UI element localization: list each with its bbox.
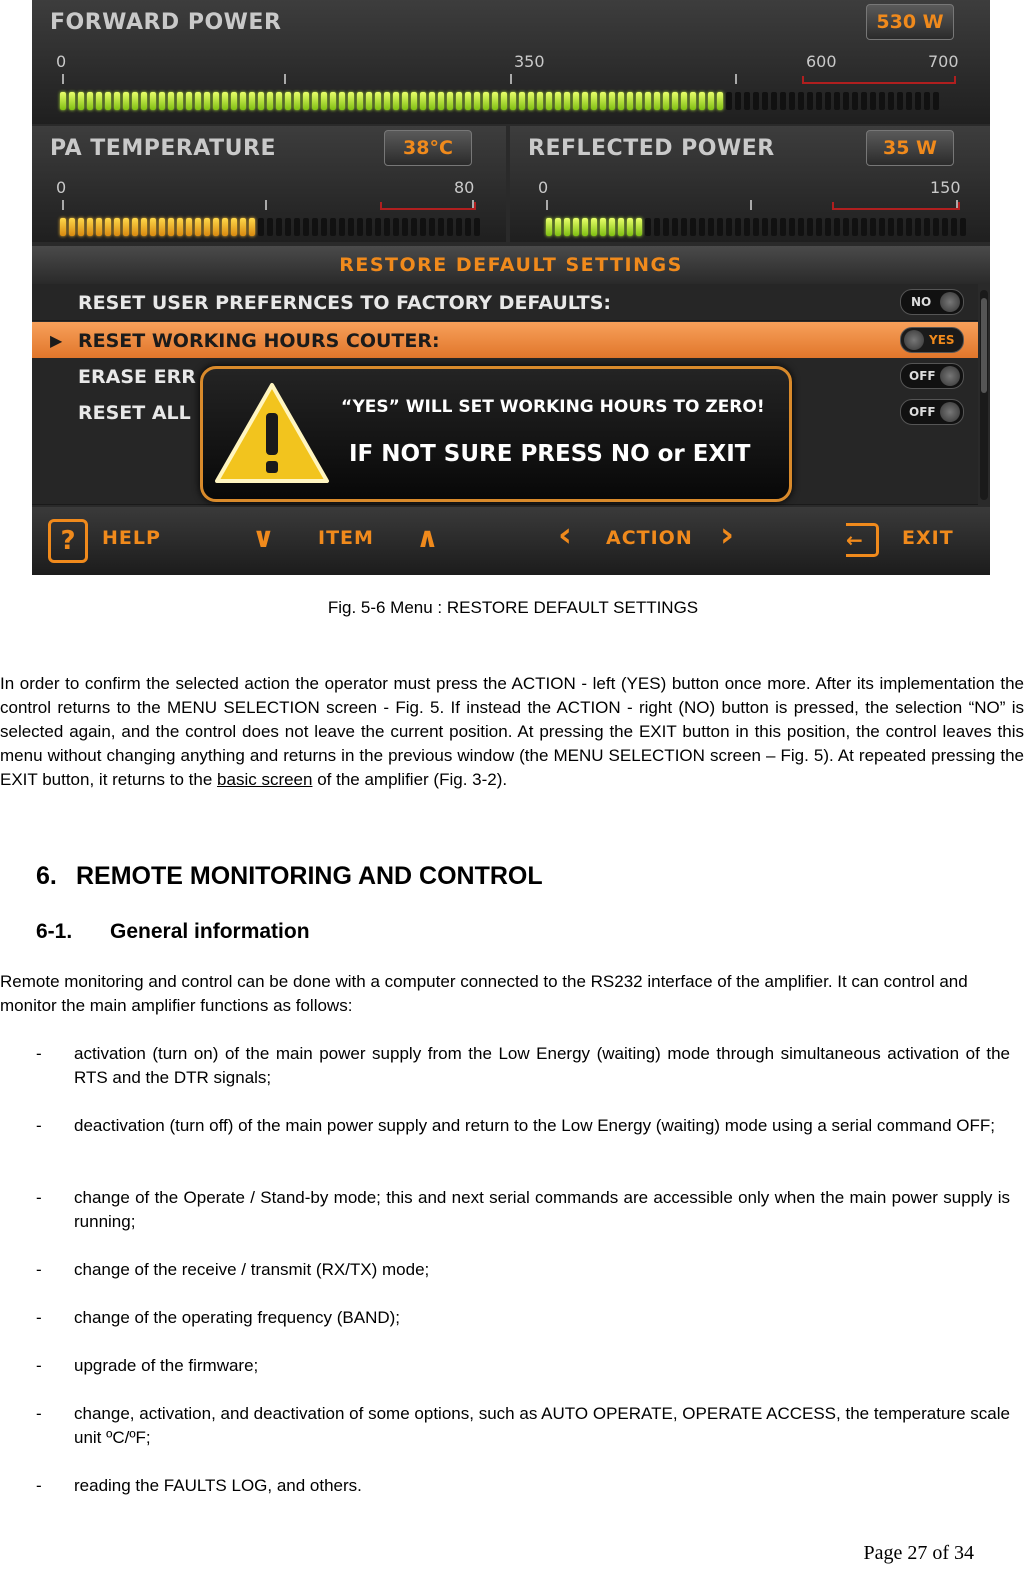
meter-segment [699,92,705,110]
bullet-dash: - [36,1188,42,1207]
bullet-dash: - [36,1308,42,1327]
meter-segment [852,92,858,110]
paragraph-action-confirm [0,672,1024,792]
meter-segment [420,92,426,110]
meter-segment [636,218,642,236]
meter-segment [123,92,129,110]
meter-segment [546,92,552,110]
meter-segment [96,92,102,110]
menu-row-reset-working-hours[interactable] [32,322,978,359]
meter-segment [924,218,930,236]
toggle-knob [940,402,960,422]
meter-segment [663,218,669,236]
meter-segment [393,218,399,236]
toggle-knob [940,292,960,312]
meter-segment [879,218,885,236]
meter-segment [456,218,462,236]
meter-segment [501,92,507,110]
subsection-number: 6-1. [36,920,73,943]
fp-tickmark [62,74,64,84]
pa-tickmark [62,200,64,210]
meter-segment [735,92,741,110]
meter-segment [636,92,642,110]
meter-segment [384,218,390,236]
meter-segment [258,218,264,236]
meter-segment [564,92,570,110]
meter-segment [177,92,183,110]
paragraph-text: of the amplifier (Fig. 3-2). [312,770,508,789]
meter-segment [825,92,831,110]
meter-segment [681,218,687,236]
meter-segment [834,218,840,236]
meter-segment [546,218,552,236]
meter-segment [915,218,921,236]
meter-segment [879,92,885,110]
meter-segment [708,218,714,236]
meter-segment [780,218,786,236]
warning-line2: IF NOT SURE PRESS NO or EXIT [349,441,751,467]
fp-tickmark [735,74,737,84]
meter-segment [105,92,111,110]
meter-segment [231,92,237,110]
meter-segment [861,218,867,236]
meter-segment [357,218,363,236]
meter-segment [591,92,597,110]
meter-segment [933,92,939,110]
forward-power-title: FORWARD POWER [50,10,282,35]
toggle-reset-working-hours[interactable] [900,327,964,353]
list-item-text: upgrade of the firmware; [74,1356,259,1375]
meter-segment [510,92,516,110]
meter-segment [906,218,912,236]
meter-segment [699,218,705,236]
meter-segment [888,92,894,110]
meter-segment [726,218,732,236]
meter-segment [627,218,633,236]
meter-segment [303,92,309,110]
figure-caption: Fig. 5-6 Menu : RESTORE DEFAULT SETTINGS [327,598,699,617]
meter-segment [294,218,300,236]
meter-segment [474,92,480,110]
meter-segment [825,218,831,236]
meter-segment [888,218,894,236]
meter-segment [951,218,957,236]
chevron-up-icon[interactable]: ∧ [416,521,439,554]
menu-row-label: RESET WORKING HOURS COUTER: [78,330,440,352]
help-button[interactable]: HELP [102,527,161,549]
meter-segment [312,92,318,110]
meter-segment [816,218,822,236]
meter-segment [726,92,732,110]
meter-segment [564,218,570,236]
meter-segment [366,218,372,236]
meter-segment [600,92,606,110]
meter-segment [645,218,651,236]
meter-segment [807,92,813,110]
meter-segment [204,218,210,236]
reflected-power-readout: 35 W [866,130,954,166]
reflected-power-panel [510,126,990,242]
warning-line1: “YES” WILL SET WORKING HOURS TO ZERO! [341,397,765,417]
meter-segment [177,218,183,236]
fp-tickmark [284,74,286,84]
meter-segment [123,218,129,236]
toggle-reset-all[interactable] [900,399,964,425]
rp-tickmark [546,200,548,210]
meter-segment [690,218,696,236]
toggle-reset-user-prefs[interactable] [900,289,964,315]
list-item-text: reading the FAULTS LOG, and others. [74,1476,362,1495]
meter-segment [114,218,120,236]
toggle-label: NO [911,295,932,309]
meter-segment [249,218,255,236]
toggle-knob [904,330,924,350]
meter-segment [744,218,750,236]
meter-segment [870,92,876,110]
list-item-text: change, activation, and deactivation of some options, such as AUTO OPERATE, OPERATE ACCESS, the temperature scale unit ºC/ºF; [74,1404,1010,1447]
pa-temperature-readout: 38°C [384,130,472,166]
toggle-label: OFF [909,369,936,383]
meter-segment [465,218,471,236]
exit-button[interactable]: EXIT [902,527,954,549]
help-icon[interactable]: ? [48,519,88,563]
section-number: 6. [36,862,57,890]
meter-segment [627,92,633,110]
paragraph-text: In order to confirm the selected action the operator must press the ACTION - left (YES) button once more. After its implementation the control returns to the MENU SELECTION screen - Fig. 5. If instead the ACTION - right (NO) button is pressed, the selection “NO” is selected again, and the control does not leave the current position. At pressing the EXIT button in this position, the control leaves this menu without changing anything and returns in the previous window (the MENU SELECTION screen – Fig. 5). At repeated pressing the EXIT button, it returns to the [0,674,1024,789]
meter-segment [285,218,291,236]
meter-segment [573,218,579,236]
pa-tickmark [265,200,267,210]
pa-tick-0: 0 [56,178,67,197]
meter-segment [366,92,372,110]
bullet-dash: - [36,1260,42,1279]
meter-segment [141,218,147,236]
meter-segment [303,218,309,236]
meter-segment [771,218,777,236]
meter-segment [375,218,381,236]
meter-segment [681,92,687,110]
forward-power-bar [60,92,939,110]
warning-triangle-icon [213,381,331,487]
meter-segment [816,92,822,110]
menu-scrollbar[interactable] [980,290,988,500]
meter-segment [60,218,66,236]
meter-segment [222,92,228,110]
meter-segment [60,92,66,110]
meter-segment [240,218,246,236]
fp-tick-700: 700 [928,52,959,71]
meter-segment [429,92,435,110]
meter-segment [195,218,201,236]
meter-segment [240,92,246,110]
subsection-heading [36,920,310,944]
meter-segment [933,218,939,236]
subsection-title: General information [110,920,310,943]
meter-segment [906,92,912,110]
meter-segment [276,218,282,236]
meter-segment [321,218,327,236]
meter-segment [339,92,345,110]
amplifier-screenshot [32,0,990,575]
meter-segment [555,92,561,110]
chevron-right-icon[interactable]: › [720,515,735,555]
meter-segment [582,92,588,110]
section-title: REMOTE MONITORING AND CONTROL [76,862,543,890]
meter-segment [663,92,669,110]
meter-segment [213,218,219,236]
list-item-text: activation (turn on) of the main power supply from the Low Energy (waiting) mode through simultaneous activation of the RTS and the DTR signals; [74,1044,1010,1087]
bullet-dash: - [36,1116,42,1135]
meter-segment [132,92,138,110]
meter-segment [573,92,579,110]
meter-segment [780,92,786,110]
meter-segment [429,218,435,236]
meter-segment [960,218,966,236]
meter-segment [447,92,453,110]
bullet-dash: - [36,1404,42,1423]
meter-segment [420,218,426,236]
rp-tick-0: 0 [538,178,549,197]
meter-segment [744,92,750,110]
meter-segment [330,218,336,236]
forward-power-panel [32,0,990,124]
meter-segment [537,92,543,110]
fp-tick-350: 350 [514,52,545,71]
menu-row-label: ERASE ERR [78,366,196,388]
rp-tickmark [750,200,752,210]
meter-segment [924,92,930,110]
meter-segment [771,92,777,110]
action-button[interactable]: ACTION [606,527,693,549]
meter-segment [717,92,723,110]
meter-segment [168,218,174,236]
meter-segment [375,92,381,110]
meter-segment [285,92,291,110]
meter-segment [249,92,255,110]
meter-segment [150,218,156,236]
meter-segment [717,218,723,236]
meter-segment [69,92,75,110]
list-item-text: change of the Operate / Stand-by mode; this and next serial commands are accessible only when the main power supply is running; [74,1188,1010,1231]
meter-segment [69,218,75,236]
pa-danger-zone [380,202,476,210]
menu-row-label: RESET ALL [78,402,191,424]
meter-segment [105,218,111,236]
meter-segment [582,218,588,236]
list-item-text: change of the operating frequency (BAND); [74,1308,401,1327]
paragraph-remote-intro: Remote monitoring and control can be done with a computer connected to the RS232 interface of the amplifier. It can control and monitor the main amplifier functions as follows: [0,972,968,1015]
toggle-label: YES [929,333,955,347]
meter-segment [762,218,768,236]
warning-dialog [200,366,792,502]
fp-tick-0: 0 [56,52,67,71]
meter-segment [204,92,210,110]
meter-segment [114,92,120,110]
meter-segment [942,218,948,236]
meter-segment [411,92,417,110]
basic-screen-link[interactable]: basic screen [217,770,313,789]
menu-row-reset-user-prefs[interactable] [32,284,978,321]
bullet-dash: - [36,1044,42,1063]
meter-segment [483,92,489,110]
menu-header: RESTORE DEFAULT SETTINGS [32,246,990,284]
meter-segment [132,218,138,236]
meter-segment [654,218,660,236]
meter-segment [438,218,444,236]
meter-segment [384,92,390,110]
toggle-erase-errors[interactable] [900,363,964,389]
item-button[interactable]: ITEM [318,527,374,549]
meter-segment [276,92,282,110]
rp-tick-150: 150 [930,178,961,197]
meter-segment [618,218,624,236]
meter-segment [789,92,795,110]
meter-segment [159,92,165,110]
meter-segment [456,92,462,110]
meter-segment [852,218,858,236]
meter-segment [213,92,219,110]
section-heading [36,862,543,891]
meter-segment [267,92,273,110]
meter-segment [708,92,714,110]
meter-segment [798,218,804,236]
meter-segment [348,92,354,110]
meter-segment [78,218,84,236]
meter-segment [465,92,471,110]
meter-segment [528,92,534,110]
meter-segment [843,92,849,110]
meter-segment [330,92,336,110]
meter-segment [654,92,660,110]
meter-segment [897,92,903,110]
meter-segment [609,92,615,110]
meter-segment [150,92,156,110]
meter-segment [861,92,867,110]
meter-segment [87,92,93,110]
meter-segment [321,92,327,110]
meter-segment [258,92,264,110]
pa-tick-80: 80 [454,178,475,197]
reflected-power-title: REFLECTED POWER [528,136,775,161]
fp-tickmark [510,74,512,84]
meter-segment [807,218,813,236]
meter-segment [222,218,228,236]
meter-segment [555,218,561,236]
meter-segment [294,92,300,110]
selection-arrow-icon: ▶ [50,331,63,350]
meter-segment [519,92,525,110]
meter-segment [159,218,165,236]
meter-segment [753,92,759,110]
menu-row-label: RESET USER PREFERNCES TO FACTORY DEFAULTS: [78,292,611,314]
pa-temperature-title: PA TEMPERATURE [50,136,276,161]
meter-segment [438,92,444,110]
meter-segment [168,92,174,110]
meter-segment [402,92,408,110]
exit-icon[interactable]: ← [846,523,879,557]
meter-segment [870,218,876,236]
chevron-left-icon[interactable]: ‹ [558,515,573,555]
meter-segment [447,218,453,236]
meter-segment [231,218,237,236]
toggle-label: OFF [909,405,936,419]
meter-segment [87,218,93,236]
meter-segment [897,218,903,236]
meter-segment [591,218,597,236]
pa-temperature-bar [60,218,480,236]
meter-segment [798,92,804,110]
meter-segment [312,218,318,236]
meter-segment [609,218,615,236]
meter-segment [357,92,363,110]
fp-tick-600: 600 [806,52,837,71]
meter-segment [411,218,417,236]
meter-segment [915,92,921,110]
meter-segment [492,92,498,110]
meter-segment [672,218,678,236]
meter-segment [96,218,102,236]
forward-power-readout: 530 W [866,4,954,40]
meter-segment [186,218,192,236]
meter-segment [267,218,273,236]
meter-segment [78,92,84,110]
rp-danger-zone [832,202,960,210]
meter-segment [348,218,354,236]
chevron-down-icon[interactable]: ∨ [252,521,275,554]
meter-segment [645,92,651,110]
meter-segment [474,218,480,236]
meter-segment [735,218,741,236]
meter-segment [195,92,201,110]
meter-segment [843,218,849,236]
meter-segment [339,218,345,236]
page-number: Page 27 of 34 [863,1542,974,1564]
meter-segment [141,92,147,110]
meter-segment [672,92,678,110]
toggle-knob [940,366,960,386]
list-item-text: change of the receive / transmit (RX/TX) mode; [74,1260,430,1279]
scrollbar-thumb[interactable] [981,298,987,393]
meter-segment [753,218,759,236]
fp-danger-zone [802,76,956,84]
pa-temperature-panel [32,126,506,242]
meter-segment [600,218,606,236]
meter-segment [186,92,192,110]
bullet-dash: - [36,1476,42,1495]
meter-segment [618,92,624,110]
footer-bar [32,507,990,575]
meter-segment [393,92,399,110]
bullet-dash: - [36,1356,42,1375]
meter-segment [834,92,840,110]
list-item-text: deactivation (turn off) of the main power supply and return to the Low Energy (waiting) mode using a serial command OFF; [74,1116,995,1135]
reflected-power-bar [546,218,966,236]
meter-segment [690,92,696,110]
meter-segment [402,218,408,236]
meter-segment [762,92,768,110]
meter-segment [789,218,795,236]
